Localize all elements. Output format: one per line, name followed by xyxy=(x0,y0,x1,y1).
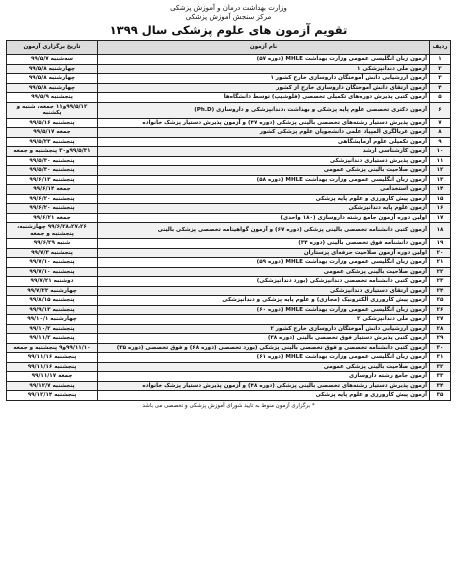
exam-date: پنجشنبه ۹۹/۵/۳۰ xyxy=(7,166,98,176)
exam-date: پنجشنبه ۹۹/۷/۱۰ xyxy=(7,267,98,277)
exam-name: آزمون زبان انگلیسی عمومی وزارت بهداشت MHLE (دوره ۵۷) xyxy=(98,55,430,65)
row-number: ۱۸ xyxy=(430,223,451,239)
row-number: ۲۹ xyxy=(430,334,451,344)
table-row xyxy=(7,381,451,391)
exam-date: پنجشنبه ۹۹/۶/۲۰ xyxy=(7,204,98,214)
exam-date: پنجشنبه ۹۹/۶/۲۰ xyxy=(7,194,98,204)
exam-date: پنجشنبه ۹۹/۹/۱۳ xyxy=(7,305,98,315)
row-number: ۱۹ xyxy=(430,239,451,249)
exam-date: جمعه ۹۹/۱۱/۱۷ xyxy=(7,372,98,382)
table-row xyxy=(7,305,451,315)
row-number: ۷ xyxy=(430,118,451,128)
exam-name: آزمون علوم پایه دندانپزشکی xyxy=(98,204,430,214)
column-header-row-number: ردیف xyxy=(430,41,451,55)
table-row xyxy=(7,334,451,344)
table-row xyxy=(7,372,451,382)
exam-date: جمعه ۹۹/۶/۱۴ xyxy=(7,185,98,195)
exam-name: آزمون استخدامی xyxy=(98,185,430,195)
table-row xyxy=(7,286,451,296)
row-number: ۲۱ xyxy=(430,258,451,268)
exam-name: آزمون پذیرش دستیار رشته‌های تخصصی بالینی پزشکی (دوره ۴۸) و آزمون پذیرش دستیار پزشک خانواده xyxy=(98,381,430,391)
exam-name: اولین دوره آزمون صلاحیت حرفه‌ای پرستاران xyxy=(98,248,430,258)
exam-name: آزمون ملی دندانپزشکی ۲ xyxy=(98,315,430,325)
column-header-exam-date: تاریخ برگزاری آزمون xyxy=(7,41,98,55)
row-number: ۲۰ xyxy=(430,248,451,258)
exam-name: اولین دوره آزمون جامع رشته داروسازی (۱۸۰ واحدی) xyxy=(98,213,430,223)
exam-name: آزمون کتبی پذیرش دستیار فوق تخصصی بالینی (دوره ۳۸) xyxy=(98,334,430,344)
table-row xyxy=(7,102,451,118)
row-number: ۲۲ xyxy=(430,267,451,277)
table-row xyxy=(7,391,451,401)
exam-name: آزمون کتبی دانشنامه تخصصی بالینی پزشکی (دوره ۶۷) و آزمون گواهینامه تخصصی پزشکی بالینی xyxy=(98,223,430,239)
exam-date: جمعه ۹۹/۵/۱۷ xyxy=(7,128,98,138)
table-row xyxy=(7,353,451,363)
exam-date: سه‌شنبه ۹۹/۵/۷ xyxy=(7,55,98,65)
table-row xyxy=(7,204,451,214)
table-row xyxy=(7,277,451,287)
exam-date: پنجشنبه ۹۹/۵/۳۰ xyxy=(7,156,98,166)
exam-name: آزمون ارزشیابی دانش آموختگان داروسازی خارج کشور ۲ xyxy=(98,324,430,334)
table-body xyxy=(7,55,451,401)
row-number: ۱۱ xyxy=(430,156,451,166)
exam-date: پنجشنبه ۹۹/۷/۱۰ xyxy=(7,258,98,268)
table-row xyxy=(7,175,451,185)
row-number: ۹ xyxy=(430,137,451,147)
exam-date: پنجشنبه ۹۹/۱۲/۷ xyxy=(7,381,98,391)
exam-name: آزمون پذیرش دستیاری دندانپزشکی xyxy=(98,156,430,166)
row-number: ۱ xyxy=(430,55,451,65)
row-number: ۱۴ xyxy=(430,185,451,195)
table-row xyxy=(7,118,451,128)
exam-name: آزمون کتبی دانشنامه تخصصی دندانپزشکی (بورد دندانپزشکی) xyxy=(98,277,430,287)
exam-date: دوشنبه ۹۹/۷/۲۱ xyxy=(7,277,98,287)
row-number: ۳۲ xyxy=(430,362,451,372)
exam-date: پنجشنبه ۹۹/۵/۲۳ xyxy=(7,137,98,147)
row-number: ۱۲ xyxy=(430,166,451,176)
exam-date: پنجشنبه ۹۹/۱۱/۱۶ xyxy=(7,353,98,363)
exam-date: ۹۹/۵/۳۱و۳۰ پنجشنبه و جمعه xyxy=(7,147,98,157)
center-name: مرکز سنجش آموزش پزشکی xyxy=(185,13,272,21)
row-number: ۳۵ xyxy=(430,391,451,401)
row-number: ۲۴ xyxy=(430,286,451,296)
exam-name: آزمون ارتقای دستیاری دندانپزشکی xyxy=(98,286,430,296)
exam-name: آزمون صلاحیت بالینی پزشکی عمومی xyxy=(98,267,430,277)
exam-name: آزمون تکمیلی علوم آزمایشگاهی xyxy=(98,137,430,147)
document-header xyxy=(6,4,451,38)
exam-name: آزمون غربالگری المپیاد علمی دانشجویان علوم پزشکی کشور xyxy=(98,128,430,138)
ministry-name: وزارت بهداشت درمان و آموزش پزشکی xyxy=(170,4,287,12)
exam-name: آزمون دکتری تخصصی علوم پایه پزشکی و بهداشت ،دندانپزشکی و داروسازی (Ph.D) xyxy=(98,102,430,118)
exam-date: پنجشنبه ۹۹/۱۲/۱۴ xyxy=(7,391,98,401)
table-row xyxy=(7,324,451,334)
exam-name: آزمون کارشناسی ارشد xyxy=(98,147,430,157)
table-row xyxy=(7,258,451,268)
table-row xyxy=(7,74,451,84)
table-row xyxy=(7,156,451,166)
exam-date: پنجشنبه ۹۹/۱۱/۱۶ xyxy=(7,362,98,372)
table-row xyxy=(7,343,451,353)
row-number: ۱۵ xyxy=(430,194,451,204)
exam-date: پنجشنبه ۹۹/۷/۳ xyxy=(7,248,98,258)
row-number: ۸ xyxy=(430,128,451,138)
exam-name: آزمون پیش کارورزی و علوم پایه پزشکی xyxy=(98,391,430,401)
exam-date: پنجشنبه ۹۹/۵/۱۶ xyxy=(7,118,98,128)
exam-name: آزمون پیش کارورزی الکترونیک (مجازی) و علوم پایه پزشکی و دندانپزشکی xyxy=(98,296,430,306)
exam-name: آزمون صلاحیت بالینی پزشکی عمومی xyxy=(98,362,430,372)
exam-name: آزمون ملی دندانپزشکی ۱ xyxy=(98,64,430,74)
row-number: ۶ xyxy=(430,102,451,118)
table-row xyxy=(7,267,451,277)
exam-calendar-table xyxy=(6,40,451,401)
row-number: ۴ xyxy=(430,83,451,93)
row-number: ۳ xyxy=(430,74,451,84)
exam-date: چهارشنبه ۹۹/۵/۸ xyxy=(7,74,98,84)
exam-name: آزمون جامع رشته داروسازی xyxy=(98,372,430,382)
exam-date: چهارشنبه ۹۹/۷/۲۳ xyxy=(7,286,98,296)
exam-name: آزمون کتبی پذیرش دوره‌های تکمیلی تخصصی (فلوشیپ) توسط دانشگاه‌ها xyxy=(98,93,430,103)
exam-name: آزمون صلاحیت بالینی پزشکی عمومی xyxy=(98,166,430,176)
exam-date: ۹۹/۶/۲۸،۲۷،۲۶ چهارشنبه، پنجشنبه و جمعه xyxy=(7,223,98,239)
table-row xyxy=(7,83,451,93)
row-number: ۱۳ xyxy=(430,175,451,185)
footer-note: * برگزاری آزمون منوط به تایید شورای آموزش پزشکی و تخصصی می باشد xyxy=(142,402,315,409)
table-row xyxy=(7,239,451,249)
row-number: ۱۰ xyxy=(430,147,451,157)
exam-name: آزمون کتبی دانشنامه تخصصی و فوق تخصصی بالینی پزشکی (بورد تخصصی (دوره ۶۸) و فوق تخصصی (دوره ۳۵) xyxy=(98,343,430,353)
exam-date: ۹۹/۵/۱۲و۱۱ جمعه، شنبه و یکشنبه xyxy=(7,102,98,118)
table-row xyxy=(7,315,451,325)
row-number: ۲۵ xyxy=(430,296,451,306)
table-row xyxy=(7,166,451,176)
document-title: تقویم آزمون های علوم پزشکی سال ۱۳۹۹ xyxy=(109,23,348,37)
column-header-exam-name: نام آزمون xyxy=(98,41,430,55)
exam-name: آزمون زبان انگلیسی عمومی وزارت بهداشت MHLE (دوره ۵۸) xyxy=(98,175,430,185)
row-number: ۳۰ xyxy=(430,343,451,353)
table-row xyxy=(7,296,451,306)
exam-date: پنجشنبه ۹۹/۸/۱۵ xyxy=(7,296,98,306)
table-row xyxy=(7,362,451,372)
table-row xyxy=(7,128,451,138)
row-number: ۳۳ xyxy=(430,372,451,382)
table-row xyxy=(7,93,451,103)
row-number: ۲۸ xyxy=(430,324,451,334)
exam-date: پنجشنبه ۹۹/۵/۹ xyxy=(7,93,98,103)
exam-date: چهارشنبه ۹۹/۵/۸ xyxy=(7,64,98,74)
row-number: ۱۶ xyxy=(430,204,451,214)
row-number: ۲۳ xyxy=(430,277,451,287)
exam-name: آزمون پیش کارورزی و علوم پایه پزشکی xyxy=(98,194,430,204)
exam-name: آزمون دانشنامه فوق تخصصی بالینی (دوره ۳۴) xyxy=(98,239,430,249)
exam-date: چهارشنبه ۹۹/۵/۸ xyxy=(7,83,98,93)
exam-date: پنجشنبه ۹۹/۱۱/۲ xyxy=(7,334,98,344)
exam-date: چهارشنبه ۹۹/۱۰/۱ xyxy=(7,315,98,325)
table-row xyxy=(7,194,451,204)
table-header-row xyxy=(7,41,451,55)
exam-name: آزمون زبان انگلیسی عمومی وزارت بهداشت MHLE (دوره ۶۰) xyxy=(98,305,430,315)
row-number: ۲ xyxy=(430,64,451,74)
exam-date: ۹۹/۱۱/۱۰و۹ پنجشنبه و جمعه xyxy=(7,343,98,353)
exam-date: پنجشنبه ۹۹/۶/۱۳ xyxy=(7,175,98,185)
table-row xyxy=(7,185,451,195)
row-number: ۱۷ xyxy=(430,213,451,223)
exam-name: آزمون زبان انگلیسی عمومی وزارت بهداشت MHLE (دوره ۵۹) xyxy=(98,258,430,268)
exam-date: پنجشنبه ۹۹/۱۰/۲ xyxy=(7,324,98,334)
exam-name: آزمون ارتقای دانش آموختگان داروسازی خارج از کشور xyxy=(98,83,430,93)
table-row xyxy=(7,223,451,239)
row-number: ۲۷ xyxy=(430,315,451,325)
exam-date: جمعه ۹۹/۶/۲۱ xyxy=(7,213,98,223)
exam-name: آزمون پذیرش دستیار رشته‌های تخصصی بالینی پزشکی (دوره ۴۷) و آزمون پذیرش دستیار پزشک خانواده xyxy=(98,118,430,128)
row-number: ۳۴ xyxy=(430,381,451,391)
table-row xyxy=(7,64,451,74)
exam-name: آزمون ارزشیابی دانش آموختگان داروسازی خارج کشور ۱ xyxy=(98,74,430,84)
table-row xyxy=(7,55,451,65)
row-number: ۲۶ xyxy=(430,305,451,315)
exam-date: شنبه ۹۹/۶/۲۹ xyxy=(7,239,98,249)
row-number: ۳۱ xyxy=(430,353,451,363)
table-row xyxy=(7,248,451,258)
row-number: ۵ xyxy=(430,93,451,103)
table-row xyxy=(7,213,451,223)
table-row xyxy=(7,147,451,157)
exam-name: آزمون زبان انگلیسی عمومی وزارت بهداشت MHLE (دوره ۶۱) xyxy=(98,353,430,363)
table-row xyxy=(7,137,451,147)
